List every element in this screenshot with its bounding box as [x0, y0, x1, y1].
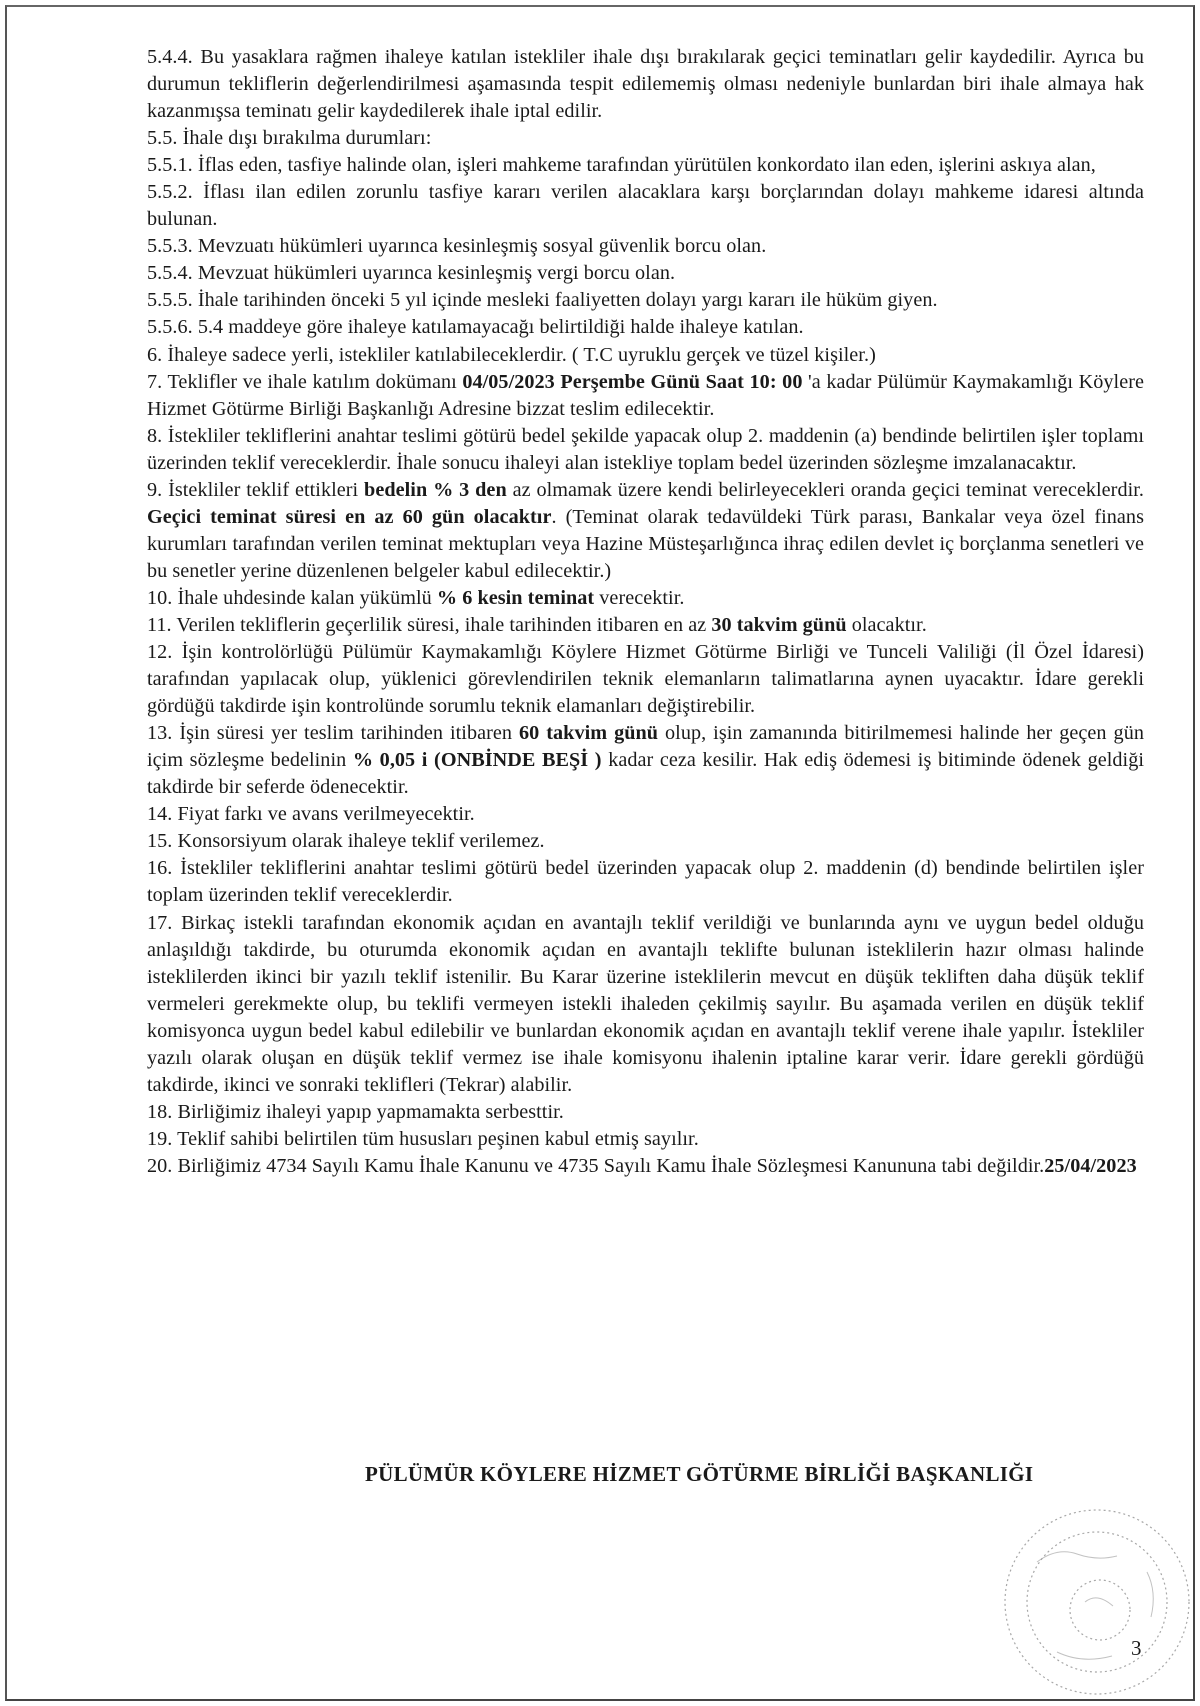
- paragraph: [147, 125, 1144, 152]
- paragraph: [147, 1153, 1144, 1180]
- text-run: kadar ceza kesilir. Hak ediş ödemesi iş bitiminde ödenek geldiği takdirde bir seferde ödenecektir.: [147, 749, 1144, 799]
- bold-text: bedelin % 3 den: [364, 478, 507, 501]
- bold-text: Geçici teminat süresi en az 60 gün olacaktır: [147, 505, 552, 528]
- text-run: 5.5.4. Mevzuat hükümleri uyarınca kesinleşmiş vergi borcu olan.: [147, 262, 676, 285]
- text-run: 12. İşin kontrolörlüğü Pülümür Kaymakamlığı Köylere Hizmet Götürme Birliği ve Tunceli Valiliği (İl Özel İdaresi) tarafından yapılacak olup, yüklenici görevlendirilen teknik elemanların talimatlarına aynen uyacaktır. İdare gerekli gördüğü takdirde işin kontrolünde sorumlu teknik elamanları değiştirebilir.: [147, 641, 1144, 718]
- bold-text: % 0,05 i (ONBİNDE BEŞİ ): [352, 749, 602, 772]
- text-run: 11. Verilen tekliflerin geçerlilik süresi, ihale tarihinden itibaren en az: [147, 613, 712, 636]
- paragraph: [147, 828, 1144, 855]
- bold-text: % 6 kesin teminat: [436, 586, 595, 609]
- paragraph: [147, 314, 1144, 341]
- text-run: 16. İstekliler tekliflerini anahtar teslimi götürü bedel üzerinden yapacak olup 2. maddenin (d) bendinde belirtilen işler toplam üzerinden teklif vereceklerdir.: [147, 857, 1144, 907]
- text-run: 8. İstekliler tekliflerini anahtar teslimi götürü bedel şekilde yapacak olup 2. maddenin (a) bendinde belirtilen işler toplamı üzerinden teklif vereceklerdir. İhale sonucu ihaleyi alan istekliye toplam bedel üzerinden sözleşme imzalanacaktır.: [147, 424, 1144, 474]
- text-run: 7. Teklifler ve ihale katılım dokümanı: [147, 370, 463, 393]
- text-run: 14. Fiyat farkı ve avans verilmeyecektir.: [147, 803, 475, 826]
- paragraph: [147, 1099, 1144, 1126]
- text-run: verecektir.: [594, 586, 685, 609]
- paragraph: [147, 801, 1144, 828]
- paragraph: [147, 342, 1144, 369]
- text-run: 9. İstekliler teklif ettikleri: [147, 478, 365, 501]
- document-body: [147, 44, 1144, 1180]
- text-run: 17. Birkaç istekli tarafından ekonomik açıdan en avantajlı teklif verildiği ve bunlarında aynı ve uygun bedel olduğu anlaşıldığı takdirde, bu oturumda ekonomik açıdan en avantajlı teklifte bulunan isteklilerin hazır olması halinde isteklilerden ikinci bir yazılı teklif istenilir. Bu Karar üzerine isteklilerin mevcut en düşük tekliften daha düşük teklif vermeleri gerekmekte olup, bu teklifi vermeyen istekli ihaleden çekilmiş sayılır. Bu aşamada verilen en düşük teklif komisyonca uygun bedel kabul edilebilir ve bunlardan ekonomik açıdan en avantajlı teklif verene ihale yapılır. İstekliler yazılı olarak oluşan en düşük teklif vermez ise ihale komisyonu ihalenin iptaline karar verir. İdare gerekli gördüğü takdirde, ikinci ve sonraki teklifleri (Tekrar) alabilir.: [147, 911, 1144, 1096]
- paragraph: [147, 910, 1144, 1099]
- paragraph: [147, 477, 1144, 585]
- text-run: 5.5.5. İhale tarihinden önceki 5 yıl içinde mesleki faaliyetten dolayı yargı kararı ile hüküm giyen.: [147, 289, 938, 312]
- text-run: 13. İşin süresi yer teslim tarihinden itibaren: [147, 722, 519, 745]
- paragraph: [147, 639, 1144, 720]
- text-run: az olmamak üzere kendi belirleyecekleri oranda geçici teminat vereceklerdir.: [506, 478, 1144, 501]
- text-run: 10. İhale uhdesinde kalan yükümlü: [147, 586, 437, 609]
- page-number: 3: [1131, 1636, 1142, 1660]
- text-run: 18. Birliğimiz ihaleyi yapıp yapmamakta serbesttir.: [147, 1100, 564, 1123]
- bold-text: 04/05/2023 Perşembe Günü Saat 10: 00: [462, 370, 803, 393]
- paragraph: [147, 233, 1144, 260]
- signature-line: PÜLÜMÜR KÖYLERE HİZMET GÖTÜRME BİRLİĞİ BAŞKANLIĞI: [365, 1462, 1034, 1486]
- text-run: 19. Teklif sahibi belirtilen tüm hususları peşinen kabul etmiş sayılır.: [147, 1127, 699, 1150]
- text-run: olacaktır.: [846, 613, 927, 636]
- text-run: 'a kadar Pülümür Kaymakamlığı Köylere Hizmet Götürme Birliği Başkanlığı Adresine bizzat teslim edilecektir.: [147, 370, 1144, 420]
- text-run: olup, işin zamanında bitirilmemesi halinde her geçen gün içim sözleşme bedelinin: [147, 722, 1144, 772]
- paragraph: [147, 179, 1144, 233]
- bold-text: 60 takvim günü: [519, 722, 659, 745]
- text-run: 15. Konsorsiyum olarak ihaleye teklif verilemez.: [147, 830, 545, 853]
- paragraph: [147, 612, 1144, 639]
- paragraph: [147, 369, 1144, 423]
- text-run: 5.5.3. Mevzuatı hükümleri uyarınca kesinleşmiş sosyal güvenlik borcu olan.: [147, 235, 767, 258]
- paragraph: [147, 423, 1144, 477]
- seal-stamp-icon: [997, 1502, 1197, 1702]
- text-run: . (Teminat olarak tedavüldeki Türk parası, Bankalar veya özel finans kurumları tarafından verilen teminat mektupları veya Hazine Müsteşarlığınca ihraç edilen devlet iç borçlanma senetleri ve bu senetler yerine düzenlenen belgeler kabul edilecektir.): [147, 505, 1144, 582]
- paragraph: [147, 260, 1144, 287]
- bold-text: 30 takvim günü: [711, 613, 847, 636]
- paragraph: [147, 152, 1144, 179]
- text-run: 5.5.2. İflası ilan edilen zorunlu tasfiye kararı verilen alacaklara karşı borçlarından dolayı mahkeme idaresi altında bulunan.: [147, 181, 1144, 231]
- paragraph: [147, 720, 1144, 801]
- bold-text: 25/04/2023: [1044, 1154, 1137, 1177]
- paragraph: [147, 1126, 1144, 1153]
- text-run: 5.5.1. İflas eden, tasfiye halinde olan, işleri mahkeme tarafından yürütülen konkordato ilan eden, işlerini askıya alan,: [147, 154, 1096, 177]
- paragraph: [147, 855, 1144, 909]
- text-run: 20. Birliğimiz 4734 Sayılı Kamu İhale Kanunu ve 4735 Sayılı Kamu İhale Sözleşmesi Kanununa tabi değildir.: [147, 1154, 1045, 1177]
- paragraph: [147, 287, 1144, 314]
- paragraph: [147, 585, 1144, 612]
- text-run: 5.4.4. Bu yasaklara rağmen ihaleye katılan istekliler ihale dışı bırakılarak geçici teminatları gelir kaydedilir. Ayrıca bu durumun tekliflerin değerlendirilmesi aşamasında tespit edilememiş olması nedeniyle bunlardan biri ihale almaya hak kazanmışsa teminatı gelir kaydedilerek ihale iptal edilir.: [147, 46, 1144, 123]
- text-run: 5.5. İhale dışı bırakılma durumları:: [147, 127, 432, 150]
- text-run: 5.5.6. 5.4 maddeye göre ihaleye katılamayacağı belirtildiği halde ihaleye katılan.: [147, 316, 804, 339]
- text-run: 6. İhaleye sadece yerli, istekliler katılabileceklerdir. ( T.C uyruklu gerçek ve tüzel kişiler.): [147, 343, 876, 366]
- paragraph: [147, 44, 1144, 125]
